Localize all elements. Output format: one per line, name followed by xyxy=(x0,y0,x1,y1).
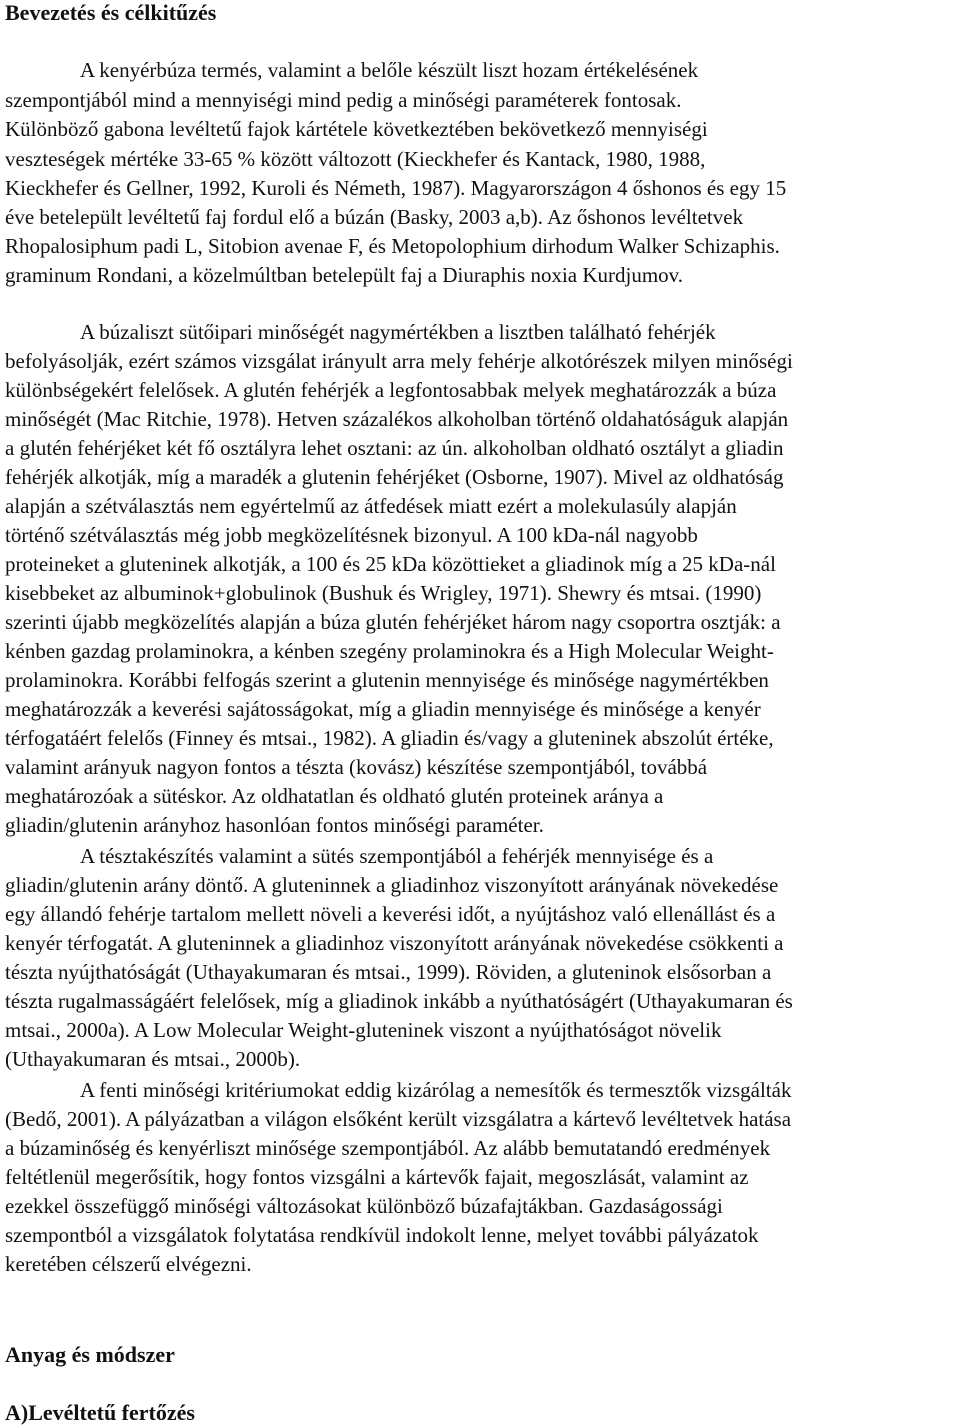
text-line: minőségét (Mac Ritchie, 1978). Hetven százalékos alkoholban történő oldahatóságuk alapján xyxy=(5,407,789,431)
text-line: graminum Rondani, a közelmúltban betelepült faj a Diuraphis noxia Kurdjumov. xyxy=(5,263,684,287)
text-line: feltétlenül megerősítik, hogy fontos vizsgálni a kártevők fajait, megoszlását, valamint az xyxy=(5,1165,749,1189)
text-line: A fenti minőségi kritériumokat eddig kizárólag a nemesítők és termesztők vizsgálták xyxy=(80,1078,792,1102)
text-line: prolaminokra. Korábbi felfogás szerint a glutenin mennyisége és minősége nagymértékben xyxy=(5,668,769,692)
text-line: kénben gazdag prolaminokra, a kénben szegény prolaminokra és a High Molecular Weight- xyxy=(5,639,774,663)
text-line: A búzaliszt sütőipari minőségét nagymértékben a lisztben található fehérjék xyxy=(80,320,716,344)
text-line: a búzaminőség és kenyérliszt minősége szempontjából. Az alább bemutatandó eredmények xyxy=(5,1136,771,1160)
text-line: történő szétválasztás még jobb megközelítésnek bizonyul. A 100 kDa-nál nagyobb xyxy=(5,523,698,547)
text-line: valamint arányuk nagyon fontos a tészta (kovász) készítése szempontjából, továbbá xyxy=(5,755,708,779)
text-line: Rhopalosiphum padi L, Sitobion avenae F, és Metopolophium dirhodum Walker Schizaphis. xyxy=(5,234,780,258)
text-line: (Bedő, 2001). A pályázatban a világon elsőként került vizsgálatra a kártevő levéltetvek hatása xyxy=(5,1107,792,1131)
text-line: gliadin/glutenin arányhoz hasonlóan fontos minőségi paraméter. xyxy=(5,813,544,837)
text-line: keretében célszerű elvégezni. xyxy=(5,1252,252,1276)
text-line: kenyér térfogatát. A gluteninnek a gliadinhoz viszonyított arányának növekedése csökkenti a xyxy=(5,931,784,955)
text-line: térfogatáért felelős (Finney és mtsai., 1982). A gliadin és/vagy a gluteninek abszolút értéke, xyxy=(5,726,774,750)
text-line: veszteségek mértéke 33-65 % között változott (Kieckhefer és Kantack, 1980, 1988, xyxy=(5,147,706,171)
text-line: proteineket a gluteninek alkotják, a 100 és 25 kDa közöttieket a gliadinok míg a 25 kDa-nál xyxy=(5,552,776,576)
heading-section-a: A)Levéltetű fertőzés xyxy=(5,1400,195,1425)
text-line: éve betelepült levéltetű faj fordul elő a búzán (Basky, 2003 a,b). Az őshonos levéltetvek xyxy=(5,205,744,229)
heading-methods: Anyag és módszer xyxy=(5,1342,175,1367)
text-line: Különböző gabona levéltetű fajok kártétele következtében bekövetkező mennyiségi xyxy=(5,117,708,141)
text-line: mtsai., 2000a). A Low Molecular Weight-gluteninek viszont a nyújthatóságot növelik xyxy=(5,1018,722,1042)
text-line: egy állandó fehérje tartalom mellett növeli a keverési időt, a nyújtáshoz való ellenállást és a xyxy=(5,902,776,926)
text-line: tészta rugalmasságáért felelősek, míg a gliadinok inkább a nyúthatóságért (Uthayakumaran és xyxy=(5,989,793,1013)
text-line: tészta nyújthatóságát (Uthayakumaran és mtsai., 1999). Röviden, a gluteninok elsősorban a xyxy=(5,960,772,984)
text-line: szerinti újabb megközelítés alapján a búza glutén fehérjéket három nagy csoportra osztják: a xyxy=(5,610,781,634)
text-line: (Uthayakumaran és mtsai., 2000b). xyxy=(5,1047,301,1071)
text-line: A kenyérbúza termés, valamint a belőle készült liszt hozam értékelésének xyxy=(80,58,699,82)
text-line: befolyásolják, ezért számos vizsgálat irányult arra mely fehérje alkotórészek milyen minőségi xyxy=(5,349,793,373)
text-line: meghatározóak a sütéskor. Az oldhatatlan és oldható glutén proteinek aránya a xyxy=(5,784,664,808)
text-line: különbségekért felelősek. A glutén fehérjék a legfontosabbak melyek meghatározzák a búza xyxy=(5,378,777,402)
text-line: A tésztakészítés valamint a sütés szempontjából a fehérjék mennyisége és a xyxy=(80,844,714,868)
text-line: gliadin/glutenin arány döntő. A gluteninnek a gliadinhoz viszonyított arányának növekedése xyxy=(5,873,779,897)
text-line: alapján a szétválasztás nem egyértelmű az átfedések miatt ezért a molekulasúly alapján xyxy=(5,494,737,518)
heading-intro: Bevezetés és célkitűzés xyxy=(5,0,217,25)
text-line: kisebbeket az albuminok+globulinok (Bushuk és Wrigley, 1971). Shewry és mtsai. (1990) xyxy=(5,581,762,605)
text-line: szempontjából mind a mennyiségi mind pedig a minőségi paraméterek fontosak. xyxy=(5,88,682,112)
text-line: meghatározzák a keverési sajátosságokat, míg a gliadin mennyisége és minősége a kenyér xyxy=(5,697,761,721)
text-line: ezekkel összefüggő minőségi változásokat különböző búzafajtákban. Gazdaságossági xyxy=(5,1194,723,1218)
text-line: a glutén fehérjéket két fő osztályra lehet osztani: az ún. alkoholban oldható osztályt a gliadin xyxy=(5,436,784,460)
text-line: Kieckhefer és Gellner, 1992, Kuroli és Németh, 1987). Magyarországon 4 őshonos és egy 15 xyxy=(5,176,787,200)
text-line: fehérjék alkotják, míg a maradék a glutenin fehérjéket (Osborne, 1907). Mivel az oldhatóság xyxy=(5,465,784,489)
text-line: szempontból a vizsgálatok folytatása rendkívül indokolt lenne, melyet további pályázatok xyxy=(5,1223,759,1247)
